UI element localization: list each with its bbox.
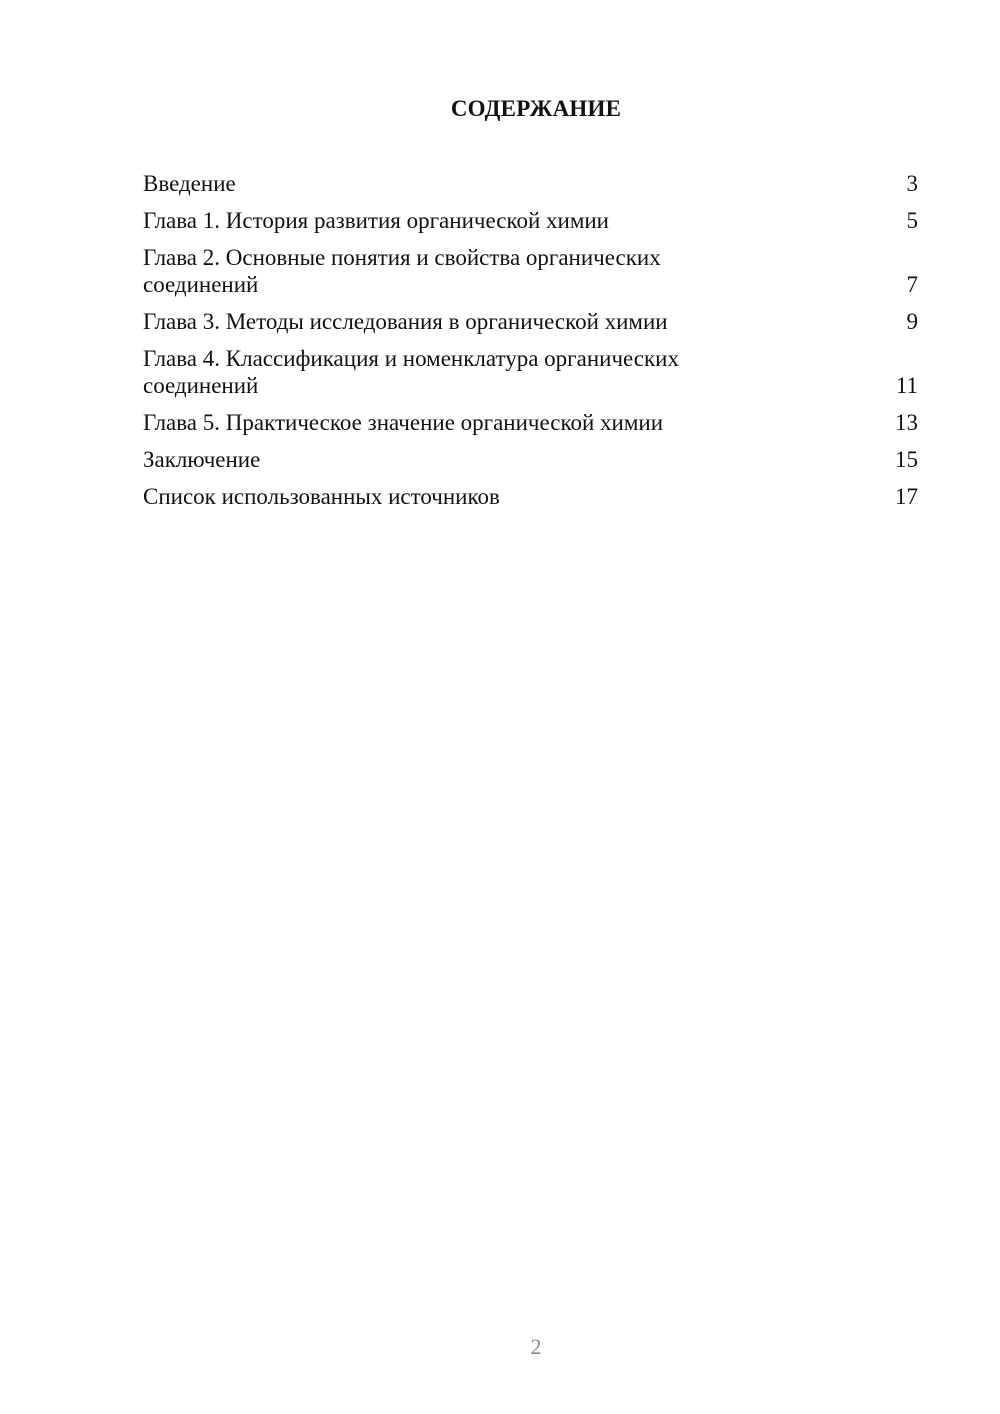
toc-entry-page: 13 — [895, 410, 918, 435]
toc-entry-page: 11 — [895, 373, 918, 398]
toc-entry-title: Глава 5. Практическое значение органической химии — [143, 410, 664, 435]
toc-entry-chapter-3 — [143, 308, 918, 335]
toc-entry-chapter-1 — [143, 207, 918, 234]
toc-entry-title: Введение — [143, 171, 236, 196]
toc-entry-title: Глава 3. Методы исследования в органической химии — [143, 309, 668, 334]
page-number: 2 — [530, 1334, 542, 1359]
toc-entry-title: Глава 1. История развития органической химии — [143, 208, 609, 233]
toc-entry-page: 5 — [906, 208, 918, 233]
toc-entry-conclusion — [143, 446, 918, 473]
toc-entry-title: Заключение — [143, 447, 261, 472]
toc-entry-page: 7 — [906, 272, 918, 297]
table-of-contents — [143, 170, 918, 520]
toc-entry-chapter-4 — [143, 345, 918, 399]
toc-entry-page: 9 — [906, 309, 918, 334]
toc-entry-page: 15 — [895, 447, 918, 472]
toc-entry-introduction — [143, 170, 918, 197]
toc-entry-page: 3 — [906, 171, 918, 196]
toc-entry-page: 17 — [895, 484, 918, 509]
page-title: СОДЕРЖАНИЕ — [450, 96, 622, 121]
toc-entry-title: Глава 2. Основные понятия и свойства органических соединений — [143, 245, 661, 297]
toc-entry-chapter-2 — [143, 244, 918, 298]
toc-entry-title: Список использованных источников — [143, 484, 500, 509]
toc-entry-title: Глава 4. Классификация и номенклатура органических соединений — [143, 346, 679, 398]
toc-entry-chapter-5 — [143, 409, 918, 436]
toc-entry-references — [143, 483, 918, 510]
